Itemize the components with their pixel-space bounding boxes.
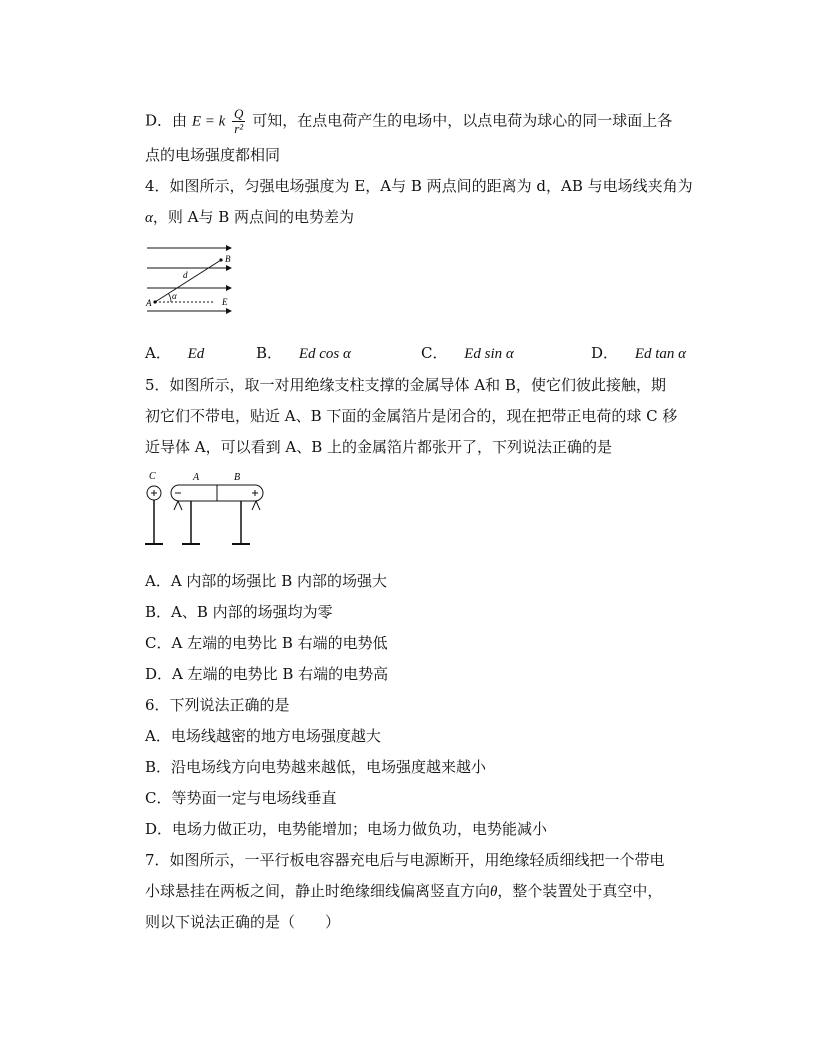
q3-option-d-line2: 点的电场强度都相同 xyxy=(145,146,281,164)
q4-option-b[interactable] xyxy=(256,343,351,364)
q4-option-c-key: C． xyxy=(421,344,448,362)
q7-stem-line1: 7．如图所示，一平行板电容器充电后与电源断开，用绝缘轻质细线把一个带电 xyxy=(145,851,665,869)
q3-formula-denominator: r² xyxy=(234,121,244,136)
q4-field-figure xyxy=(143,240,243,320)
q5-stem-line1: 5．如图所示，取一对用绝缘支柱支撑的金属导体 A和 B，使它们彼此接触，期 xyxy=(145,376,666,394)
label-a: A xyxy=(193,472,200,483)
label-b: B xyxy=(225,254,231,264)
q4-option-a[interactable] xyxy=(145,343,204,364)
label-alpha: α xyxy=(172,291,177,301)
q7-theta-symbol: θ xyxy=(490,884,498,900)
alpha-arc xyxy=(169,294,172,302)
q3-option-d-text: 可知，在点电荷产生的电场中，以点电荷为球心的同一球面上各 xyxy=(252,111,673,130)
q4-option-b-expr: Ed cos α xyxy=(298,346,351,362)
q4-stem-line1: 4．如图所示，匀强电场强度为 E，A与 B 两点间的距离为 d，AB 与电场线夹角为 xyxy=(145,177,693,195)
foil-b xyxy=(252,501,260,510)
q4-option-b-key: B． xyxy=(256,344,283,362)
q5-option-d[interactable]: D．A 左端的电势比 B 右端的电势高 xyxy=(145,665,389,683)
label-a: A xyxy=(146,298,152,308)
q3-formula-fraction xyxy=(232,107,245,136)
q6-option-a[interactable]: A．电场线越密的地方电场强度越大 xyxy=(145,727,381,745)
point-b xyxy=(219,258,222,261)
q3-option-d-prefix: D．由 xyxy=(145,111,188,130)
q6-option-c[interactable]: C．等势面一定与电场线垂直 xyxy=(145,789,337,807)
q6-option-b[interactable]: B．沿电场线方向电势越来越低，电场强度越来越小 xyxy=(145,758,487,776)
q7-stem-line3: 则以下说法正确的是（ ） xyxy=(145,913,341,931)
label-d: d xyxy=(183,270,188,280)
q4-option-d-expr: Ed tan α xyxy=(634,346,687,362)
q6-stem: 6．下列说法正确的是 xyxy=(145,696,290,714)
point-a xyxy=(153,300,156,303)
q4-alpha-symbol: α xyxy=(145,210,153,226)
q5-conductor-figure xyxy=(143,468,269,550)
label-b: B xyxy=(234,472,241,483)
q4-option-c-expr: Ed sin α xyxy=(464,346,514,362)
q4-stem-line2 xyxy=(145,207,354,228)
q3-formula-numerator: Q xyxy=(234,106,244,121)
q7-stem-line2-after: ，整个装置处于真空中， xyxy=(497,882,663,900)
q4-option-a-expr: Ed xyxy=(187,346,205,362)
q4-stem-line2-text: ，则 A与 B 两点间的电势差为 xyxy=(152,208,355,226)
q4-option-c[interactable] xyxy=(421,343,514,364)
label-e: E xyxy=(222,297,228,307)
label-c: C xyxy=(149,471,156,482)
q3-formula-lhs: E = k xyxy=(191,113,226,130)
q5-option-a[interactable]: A．A 内部的场强比 B 内部的场强大 xyxy=(145,572,387,590)
segment-ab xyxy=(155,260,221,302)
foil-a xyxy=(174,501,182,510)
q5-option-c[interactable]: C．A 左端的电势比 B 右端的电势低 xyxy=(145,634,388,652)
q6-option-d[interactable]: D．电场力做正功，电势能增加；电场力做负功，电势能减小 xyxy=(145,820,548,838)
q4-option-d[interactable] xyxy=(591,343,686,364)
q4-option-d-key: D． xyxy=(591,344,619,362)
q7-stem-line2 xyxy=(145,881,662,902)
q5-stem-line2: 初它们不带电，贴近 A、B 下面的金属箔片是闭合的，现在把带正电荷的球 C 移 xyxy=(145,407,678,425)
q4-option-a-key: A． xyxy=(145,344,171,362)
q7-stem-line2-before: 小球悬挂在两板之间，静止时绝缘细线偏离竖直方向 xyxy=(145,882,491,900)
q5-stem-line3: 近导体 A，可以看到 A、B 上的金属箔片都张开了，下列说法正确的是 xyxy=(145,438,612,456)
q3-option-d-line1 xyxy=(145,107,672,136)
q5-option-b[interactable]: B．A、B 内部的场强均为零 xyxy=(145,603,333,621)
